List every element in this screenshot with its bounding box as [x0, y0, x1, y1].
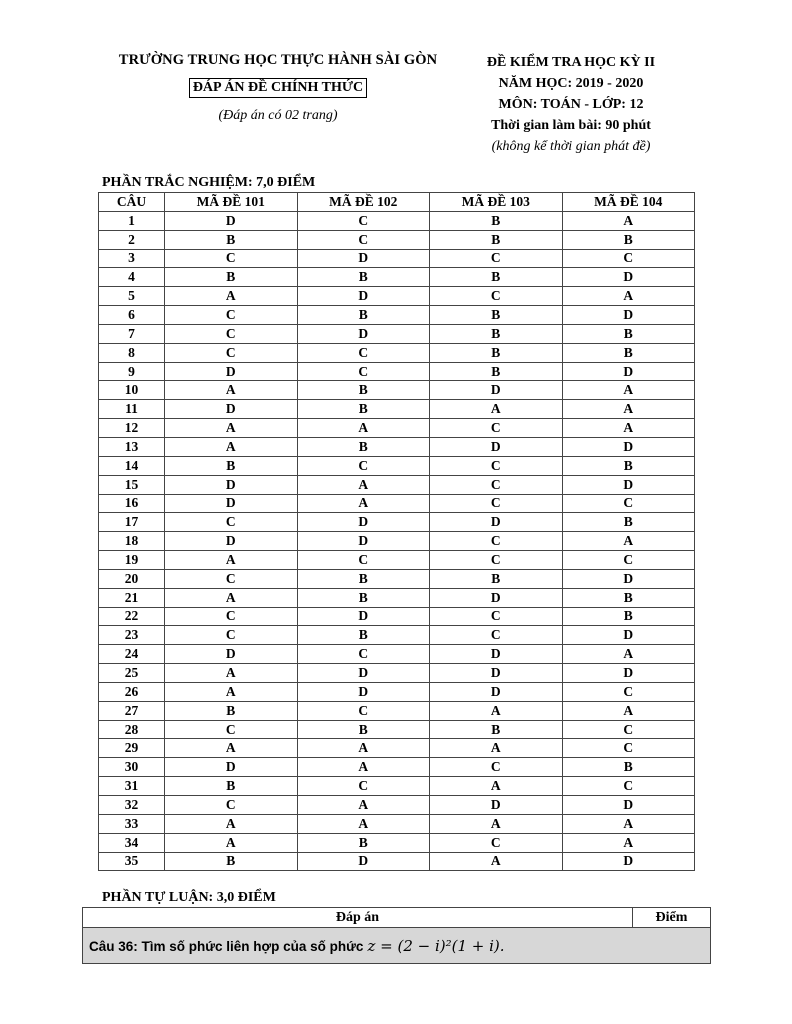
answer-101: C — [165, 513, 298, 532]
answer-103: C — [430, 456, 563, 475]
answer-102: D — [297, 682, 430, 701]
answer-102: C — [297, 211, 430, 230]
answer-101: B — [165, 701, 298, 720]
answer-103: C — [430, 626, 563, 645]
answer-104: A — [562, 419, 695, 438]
table-row — [99, 852, 695, 871]
answer-101: D — [165, 475, 298, 494]
answer-102: D — [297, 664, 430, 683]
answer-101: D — [165, 758, 298, 777]
answer-102: A — [297, 419, 430, 438]
table-row — [99, 362, 695, 381]
answer-101: A — [165, 287, 298, 306]
answer-103: D — [430, 645, 563, 664]
question-number: 32 — [99, 796, 165, 815]
answer-102: D — [297, 513, 430, 532]
answer-103: B — [430, 343, 563, 362]
table-row — [99, 777, 695, 796]
answer-104: A — [562, 814, 695, 833]
answer-103: A — [430, 701, 563, 720]
answer-102: B — [297, 588, 430, 607]
table-row — [99, 551, 695, 570]
table-row — [99, 626, 695, 645]
table-row — [99, 833, 695, 852]
header-left — [100, 52, 456, 124]
subject: MÔN: TOÁN - LỚP: 12 — [498, 97, 644, 112]
answer-103: D — [430, 513, 563, 532]
answer-101: C — [165, 626, 298, 645]
question-number: 29 — [99, 739, 165, 758]
table-row — [99, 268, 695, 287]
mcq-answer-table — [98, 192, 695, 871]
school-name: TRƯỜNG TRUNG HỌC THỰC HÀNH SÀI GÒN — [118, 52, 438, 68]
table-row — [99, 569, 695, 588]
table-row — [99, 720, 695, 739]
answer-103: C — [430, 833, 563, 852]
duration: Thời gian làm bài: 90 phút — [491, 118, 651, 133]
answer-104: A — [562, 381, 695, 400]
question-number: 24 — [99, 645, 165, 664]
question-number: 33 — [99, 814, 165, 833]
essay-answer-table — [82, 907, 711, 964]
answer-104: B — [562, 324, 695, 343]
answer-104: B — [562, 607, 695, 626]
answer-103: D — [430, 682, 563, 701]
answer-104: D — [562, 664, 695, 683]
question-number: 28 — [99, 720, 165, 739]
question-number: 12 — [99, 419, 165, 438]
mcq-section-title: PHẦN TRẮC NGHIỆM: 7,0 ĐIỂM — [102, 175, 316, 190]
question-number: 19 — [99, 551, 165, 570]
answer-103: A — [430, 777, 563, 796]
answer-104: D — [562, 268, 695, 287]
answer-103: C — [430, 249, 563, 268]
answer-104: D — [562, 852, 695, 871]
answer-102: B — [297, 720, 430, 739]
col-header-code-101: MÃ ĐỀ 101 — [165, 193, 298, 212]
official-answer-label: ĐÁP ÁN ĐỀ CHÍNH THỨC — [189, 78, 367, 98]
answer-101: A — [165, 664, 298, 683]
table-row — [99, 513, 695, 532]
question-number: 35 — [99, 852, 165, 871]
essay-header-row — [83, 908, 711, 928]
table-row — [99, 456, 695, 475]
table-row — [99, 249, 695, 268]
question-number: 2 — [99, 230, 165, 249]
answer-102: A — [297, 758, 430, 777]
answer-102: D — [297, 249, 430, 268]
col-header-question: CÂU — [99, 193, 165, 212]
question-number: 21 — [99, 588, 165, 607]
table-row — [99, 211, 695, 230]
answer-102: C — [297, 551, 430, 570]
col-header-code-103: MÃ ĐỀ 103 — [430, 193, 563, 212]
answer-104: A — [562, 211, 695, 230]
answer-101: C — [165, 306, 298, 325]
answer-102: B — [297, 569, 430, 588]
answer-103: C — [430, 419, 563, 438]
question-number: 9 — [99, 362, 165, 381]
answer-102: C — [297, 777, 430, 796]
header-right — [466, 52, 676, 157]
answer-102: A — [297, 814, 430, 833]
answer-104: C — [562, 494, 695, 513]
answer-104: B — [562, 588, 695, 607]
question-number: 14 — [99, 456, 165, 475]
question-number: 7 — [99, 324, 165, 343]
table-row — [99, 419, 695, 438]
question-number: 16 — [99, 494, 165, 513]
answer-101: D — [165, 494, 298, 513]
answer-103: C — [430, 475, 563, 494]
duration-note: (không kể thời gian phát đề) — [491, 139, 651, 154]
answer-104: B — [562, 343, 695, 362]
table-row — [99, 475, 695, 494]
answer-104: C — [562, 720, 695, 739]
answer-101: A — [165, 551, 298, 570]
answer-102: D — [297, 532, 430, 551]
question-number: 4 — [99, 268, 165, 287]
table-row — [99, 494, 695, 513]
answer-104: A — [562, 701, 695, 720]
question-number: 3 — [99, 249, 165, 268]
essay-question-row — [83, 928, 711, 964]
table-row — [99, 701, 695, 720]
question-36-text: Câu 36: Tìm số phức liên hợp của số phức — [89, 938, 364, 954]
table-row — [99, 739, 695, 758]
answer-104: D — [562, 475, 695, 494]
table-row — [99, 532, 695, 551]
answer-101: B — [165, 456, 298, 475]
question-number: 25 — [99, 664, 165, 683]
answer-101: C — [165, 796, 298, 815]
answer-104: A — [562, 532, 695, 551]
answer-101: D — [165, 532, 298, 551]
table-header-row — [99, 193, 695, 212]
answer-104: A — [562, 833, 695, 852]
table-row — [99, 287, 695, 306]
question-36 — [83, 928, 711, 964]
question-number: 22 — [99, 607, 165, 626]
table-row — [99, 645, 695, 664]
table-row — [99, 324, 695, 343]
essay-col-answer: Đáp án — [83, 908, 633, 928]
answer-103: B — [430, 306, 563, 325]
answer-104: C — [562, 739, 695, 758]
question-number: 13 — [99, 437, 165, 456]
answer-103: A — [430, 852, 563, 871]
answer-102: D — [297, 852, 430, 871]
table-row — [99, 306, 695, 325]
answer-102: D — [297, 324, 430, 343]
answer-101: B — [165, 777, 298, 796]
answer-103: D — [430, 796, 563, 815]
answer-101: A — [165, 682, 298, 701]
table-row — [99, 437, 695, 456]
answer-103: D — [430, 664, 563, 683]
answer-104: C — [562, 551, 695, 570]
school-year: NĂM HỌC: 2019 - 2020 — [498, 76, 644, 91]
question-number: 23 — [99, 626, 165, 645]
answer-101: A — [165, 588, 298, 607]
answer-102: D — [297, 607, 430, 626]
answer-101: C — [165, 569, 298, 588]
answer-103: B — [430, 362, 563, 381]
answer-101: B — [165, 268, 298, 287]
answer-102: B — [297, 437, 430, 456]
answer-101: D — [165, 211, 298, 230]
table-row — [99, 588, 695, 607]
table-row — [99, 607, 695, 626]
answer-102: B — [297, 626, 430, 645]
answer-101: A — [165, 739, 298, 758]
answer-104: D — [562, 626, 695, 645]
question-number: 6 — [99, 306, 165, 325]
question-number: 30 — [99, 758, 165, 777]
answer-104: D — [562, 437, 695, 456]
answer-103: A — [430, 739, 563, 758]
question-number: 17 — [99, 513, 165, 532]
answer-101: B — [165, 230, 298, 249]
answer-104: B — [562, 456, 695, 475]
answer-102: C — [297, 230, 430, 249]
answer-102: B — [297, 306, 430, 325]
answer-102: D — [297, 287, 430, 306]
answer-102: A — [297, 475, 430, 494]
answer-101: C — [165, 720, 298, 739]
answer-102: B — [297, 268, 430, 287]
answer-101: A — [165, 419, 298, 438]
answer-102: B — [297, 833, 430, 852]
answer-102: B — [297, 400, 430, 419]
question-number: 34 — [99, 833, 165, 852]
answer-104: A — [562, 287, 695, 306]
answer-101: C — [165, 324, 298, 343]
table-row — [99, 796, 695, 815]
question-number: 20 — [99, 569, 165, 588]
answer-103: B — [430, 720, 563, 739]
table-row — [99, 230, 695, 249]
question-number: 31 — [99, 777, 165, 796]
answer-104: A — [562, 400, 695, 419]
answer-102: B — [297, 381, 430, 400]
answer-103: C — [430, 758, 563, 777]
answer-104: D — [562, 362, 695, 381]
essay-col-points: Điểm — [633, 908, 711, 928]
answer-104: B — [562, 758, 695, 777]
question-number: 1 — [99, 211, 165, 230]
table-row — [99, 758, 695, 777]
answer-101: D — [165, 362, 298, 381]
answer-101: D — [165, 400, 298, 419]
answer-101: D — [165, 645, 298, 664]
answer-103: A — [430, 400, 563, 419]
answer-101: A — [165, 437, 298, 456]
col-header-code-104: MÃ ĐỀ 104 — [562, 193, 695, 212]
answer-103: B — [430, 324, 563, 343]
answer-103: B — [430, 569, 563, 588]
answer-103: C — [430, 287, 563, 306]
answer-103: C — [430, 494, 563, 513]
answer-103: B — [430, 230, 563, 249]
answer-104: D — [562, 569, 695, 588]
table-row — [99, 400, 695, 419]
answer-102: C — [297, 701, 430, 720]
answer-101: B — [165, 852, 298, 871]
question-number: 26 — [99, 682, 165, 701]
answer-104: C — [562, 249, 695, 268]
answer-101: A — [165, 381, 298, 400]
answer-104: C — [562, 682, 695, 701]
essay-section-title: PHẦN TỰ LUẬN: 3,0 ĐIỂM — [102, 890, 276, 905]
answer-101: C — [165, 249, 298, 268]
answer-102: A — [297, 494, 430, 513]
question-number: 11 — [99, 400, 165, 419]
table-row — [99, 682, 695, 701]
answer-102: C — [297, 645, 430, 664]
answer-103: C — [430, 607, 563, 626]
answer-101: C — [165, 343, 298, 362]
answer-104: A — [562, 645, 695, 664]
answer-103: A — [430, 814, 563, 833]
question-number: 15 — [99, 475, 165, 494]
answer-103: C — [430, 551, 563, 570]
table-row — [99, 814, 695, 833]
table-row — [99, 343, 695, 362]
answer-102: A — [297, 739, 430, 758]
pages-note: (Đáp án có 02 trang) — [218, 108, 338, 123]
answer-102: C — [297, 362, 430, 381]
answer-104: B — [562, 230, 695, 249]
exam-title: ĐỀ KIỂM TRA HỌC KỲ II — [486, 55, 656, 70]
answer-104: C — [562, 777, 695, 796]
question-number: 8 — [99, 343, 165, 362]
question-36-formula: z = (2 − i)²(1 + i). — [367, 936, 505, 955]
answer-101: A — [165, 833, 298, 852]
answer-104: D — [562, 796, 695, 815]
answer-101: A — [165, 814, 298, 833]
question-number: 18 — [99, 532, 165, 551]
question-number: 27 — [99, 701, 165, 720]
answer-103: D — [430, 588, 563, 607]
answer-103: D — [430, 381, 563, 400]
answer-104: B — [562, 513, 695, 532]
answer-104: D — [562, 306, 695, 325]
table-row — [99, 381, 695, 400]
question-number: 10 — [99, 381, 165, 400]
answer-103: B — [430, 211, 563, 230]
answer-102: C — [297, 456, 430, 475]
answer-103: D — [430, 437, 563, 456]
answer-103: C — [430, 532, 563, 551]
answer-102: C — [297, 343, 430, 362]
table-row — [99, 664, 695, 683]
answer-103: B — [430, 268, 563, 287]
col-header-code-102: MÃ ĐỀ 102 — [297, 193, 430, 212]
answer-101: C — [165, 607, 298, 626]
question-number: 5 — [99, 287, 165, 306]
answer-102: A — [297, 796, 430, 815]
